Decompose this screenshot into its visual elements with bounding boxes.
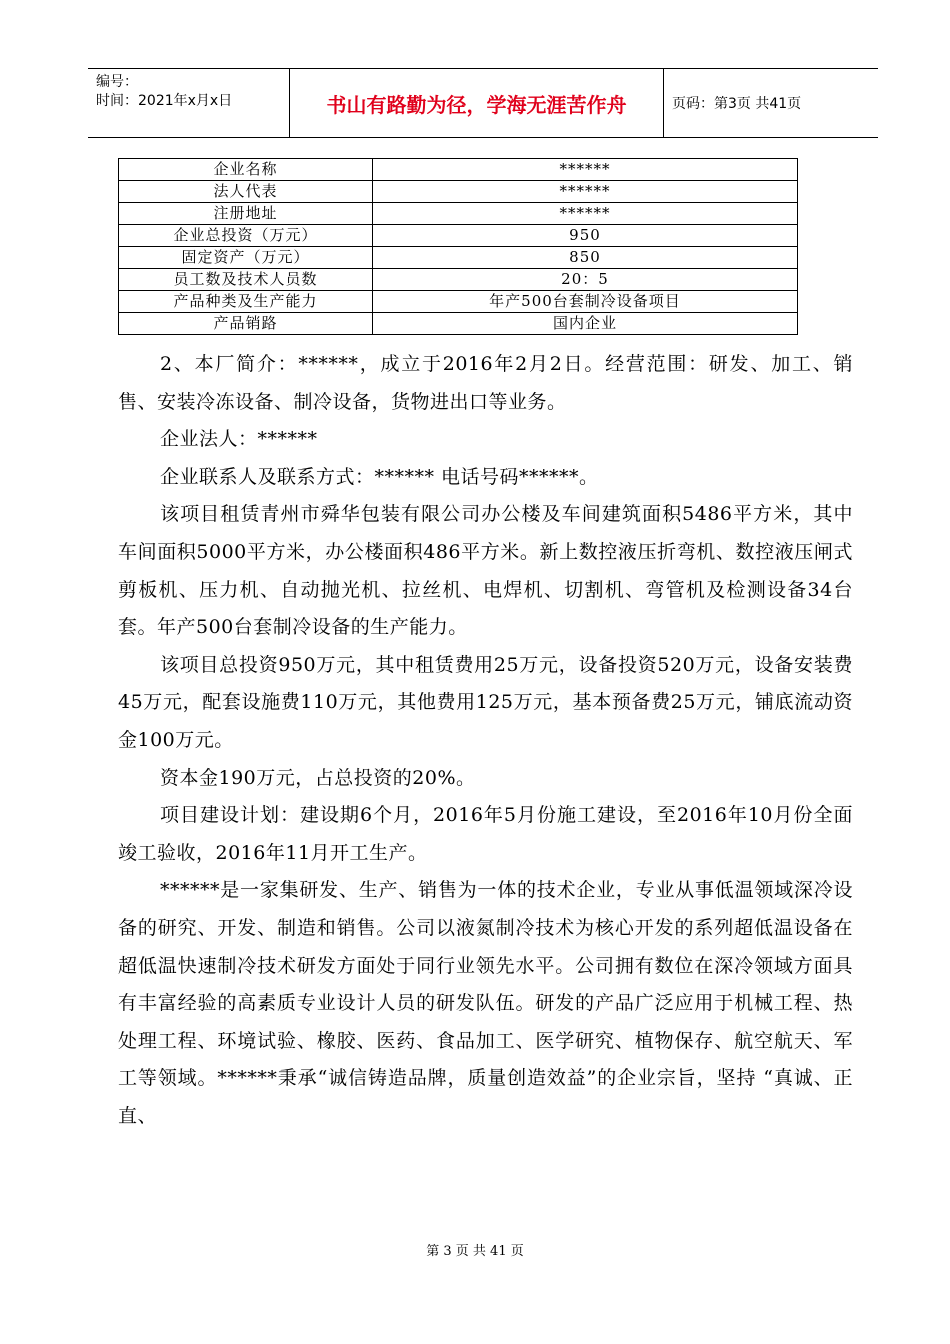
paragraph-investment: 该项目总投资950万元，其中租赁费用25万元，设备投资520万元，设备安装费45万元，配套设施费110万元，其他费用125万元，基本预备费25万元，铺底流动资金100万元。: [118, 653, 853, 751]
table-cell-label: 企业名称: [119, 159, 373, 181]
code-label: 编号：: [96, 74, 138, 90]
table-row: [119, 291, 798, 313]
paragraph-contact: 企业联系人及联系方式：****** 电话号码******。: [160, 465, 599, 488]
table-cell-value: ******: [373, 181, 798, 203]
table-cell-label: 注册地址: [119, 203, 373, 225]
table-row: [119, 225, 798, 247]
header-meta: [88, 69, 290, 137]
table-cell-label: 产品销路: [119, 313, 373, 335]
table-cell-label: 法人代表: [119, 181, 373, 203]
table-row: [119, 181, 798, 203]
paragraph-capital: 资本金190万元，占总投资的20%。: [160, 766, 476, 789]
page-header: [88, 68, 878, 138]
table-cell-value: 950: [373, 225, 798, 247]
page-footer: 第 3 页 共 41 页: [426, 1244, 524, 1259]
table-row: [119, 203, 798, 225]
table-row: [119, 269, 798, 291]
table-row: [119, 247, 798, 269]
table-cell-label: 员工数及技术人员数: [119, 269, 373, 291]
paragraph-schedule: 项目建设计划：建设期6个月，2016年5月份施工建设，至2016年10月份全面竣工验收，2016年11月开工生产。: [118, 804, 853, 864]
paragraph-project-site: 该项目租赁青州市舜华包装有限公司办公楼及车间建筑面积5486平方米，其中车间面积5000平方米，办公楼面积486平方米。新上数控液压折弯机、数控液压闸式剪板机、压力机、自动抛光机、拉丝机、电焊机、切割机、弯管机及检测设备34台套。年产500台套制冷设备的生产能力。: [118, 503, 853, 639]
table-row: [119, 159, 798, 181]
table-cell-value: ******: [373, 159, 798, 181]
table-cell-value: 20：5: [373, 269, 798, 291]
document-body: [118, 346, 853, 1135]
paragraph-company-profile: ******是一家集研发、生产、销售为一体的技术企业，专业从事低温领域深冷设备的研究、开发、制造和销售。公司以液氮制冷技术为核心开发的系列超低温设备在超低温快速制冷技术研发方面处于同行业领先水平。公司拥有数位在深冷领域方面具有丰富经验的高素质专业设计人员的研发队伍。研发的产品广泛应用于机械工程、热处理工程、环境试验、橡胶、医药、食品加工、医学研究、植物保存、航空航天、军工等领域。******秉承“诚信铸造品牌，质量创造效益”的企业宗旨，坚持 “真诚、正直、: [118, 879, 853, 1127]
table-cell-label: 固定资产（万元）: [119, 247, 373, 269]
company-info-table: [118, 158, 798, 335]
table-cell-value: 850: [373, 247, 798, 269]
table-row: [119, 313, 798, 335]
table-cell-value: 年产500台套制冷设备项目: [373, 291, 798, 313]
paragraph-factory-intro: 2、本厂简介：******，成立于2016年2月2日。经营范围：研发、加工、销售、安装冷冻设备、制冷设备，货物进出口等业务。: [118, 353, 853, 413]
table-cell-label: 企业总投资（万元）: [119, 225, 373, 247]
table-cell-label: 产品种类及生产能力: [119, 291, 373, 313]
header-motto: 书山有路勤为径，学海无涯苦作舟: [290, 69, 664, 137]
paragraph-legal-person: 企业法人：******: [160, 428, 318, 451]
header-page-label: 页码：第3页 共41页: [672, 96, 802, 112]
time-label: 时间：2021年x月x日: [96, 93, 233, 109]
table-cell-value: 国内企业: [373, 313, 798, 335]
table-cell-value: ******: [373, 203, 798, 225]
